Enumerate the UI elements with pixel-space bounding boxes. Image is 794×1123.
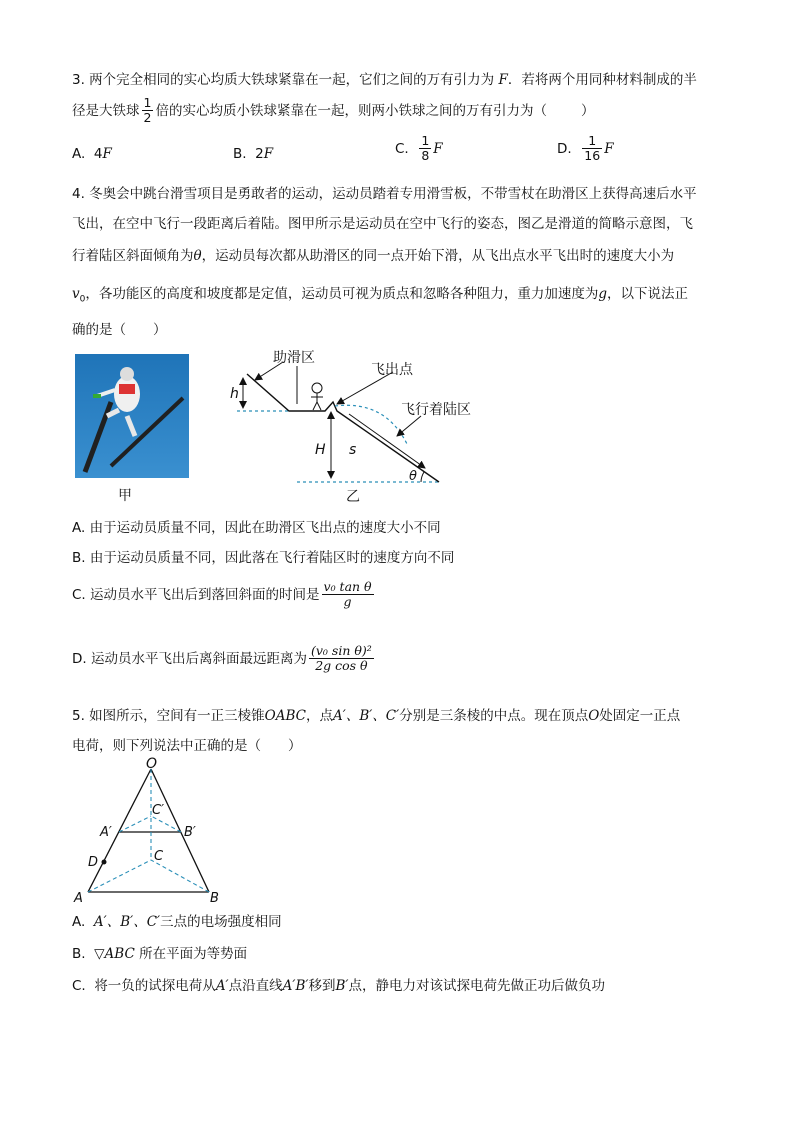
label-h: h [230, 386, 239, 402]
q3-stem-line2 [72, 96, 594, 126]
q3-text: 径是大铁球 [72, 102, 140, 119]
ski-slope-diagram [225, 344, 495, 504]
label-H: H [315, 442, 326, 458]
label-C1: C′ [152, 803, 165, 818]
q3-text: ） [580, 102, 595, 119]
pyramid-diagram [70, 756, 230, 906]
q5-stem-line1: 5. 如图所示，空间有一正三棱锥OABC，点A′、B′、C′分别是三条棱的中点。现在顶点O处固定一正点 [72, 708, 681, 724]
label-zhuhua: 助滑区 [273, 350, 315, 366]
label-s: s [349, 442, 357, 458]
ski-jumper-photo [75, 354, 189, 478]
q5-stem-line2: 电荷，则下列说法中正确的是（ ） [72, 738, 302, 754]
fraction-half: $\frac{1}{2}$ [143, 95, 152, 126]
label-theta: θ [409, 469, 417, 484]
q3-text: 倍的实心均质小铁球紧靠在一起，则两小铁球之间的万有引力为（ [155, 102, 547, 119]
q4-stem-line2: 飞出，在空中飞行一段距离后着陆。图甲所示是运动员在空中飞行的姿态，图乙是滑道的简略示意图，飞 [72, 216, 693, 232]
label-A: A [74, 891, 83, 906]
q4-stem-line3: 行着陆区斜面倾角为θ，运动员每次都从助滑区的同一点开始下滑，从飞出点水平飞出时的速度大小为 [72, 248, 675, 264]
q4-stem-line4: $v_0$，各功能区的高度和坡度都是定值，运动员可视为质点和忽略各种阻力，重力加速度为g，以下说法正 [72, 286, 689, 305]
label-feichu: 飞出点 [371, 362, 413, 378]
q5-option-c[interactable]: C. 将一负的试探电荷从A′点沿直线A′B′移到B′点，静电力对该试探电荷先做正功后做负功 [72, 978, 605, 994]
q4-option-c[interactable]: C. 运动员水平飞出后到落回斜面的时间是 $\frac{\text{v₀ tan θ}}{g}$ [72, 579, 372, 610]
label-C: C [154, 849, 164, 864]
label-A1: A′ [100, 825, 112, 840]
q4-stem-line1: 4. 冬奥会中跳台滑雪项目是勇敢者的运动，运动员踏着专用滑雪板，不带雪杖在助滑区上获得高速后水平 [72, 186, 697, 202]
q3-option-b[interactable]: B. 2F [233, 146, 274, 162]
var-F: F [498, 72, 508, 88]
figure-label-jia: 甲 [118, 488, 132, 504]
label-B1: B′ [184, 825, 196, 840]
q3-text: 3. 两个完全相同的实心均质大铁球紧靠在一起，它们之间的万有引力为 [72, 72, 499, 88]
q4-option-a[interactable]: A. 由于运动员质量不同，因此在助滑区飞出点的速度大小不同 [72, 520, 441, 536]
q3-option-c[interactable]: C. $\frac{1}{8}$ F [395, 133, 443, 164]
label-O: O [146, 756, 158, 772]
q3-option-a[interactable]: A. 4F [72, 146, 112, 162]
q3-option-d[interactable]: D. $\frac{1}{16}$ F [557, 133, 614, 164]
q5-option-a[interactable]: A. A′、B′、C′三点的电场强度相同 [72, 914, 282, 930]
label-D: D [88, 855, 99, 870]
q3-text: ．若将两个用同种材料制成的半 [507, 72, 697, 88]
label-feixing: 飞行着陆区 [401, 402, 471, 418]
q3-stem-line1 [72, 68, 697, 88]
q4-option-b[interactable]: B. 由于运动员质量不同，因此落在飞行着陆区时的速度方向不同 [72, 550, 455, 566]
q4-stem-line5: 确的是（ ） [72, 322, 167, 338]
q4-option-d[interactable]: D. 运动员水平飞出后离斜面最远距离为 $\frac{\text{(v₀ sin θ)²}}{\text{2g cos θ}}$ [72, 643, 372, 674]
q5-option-b[interactable]: B. ▽ABC 所在平面为等势面 [72, 946, 248, 962]
label-B: B [210, 891, 219, 906]
figure-label-yi: 乙 [346, 489, 360, 505]
